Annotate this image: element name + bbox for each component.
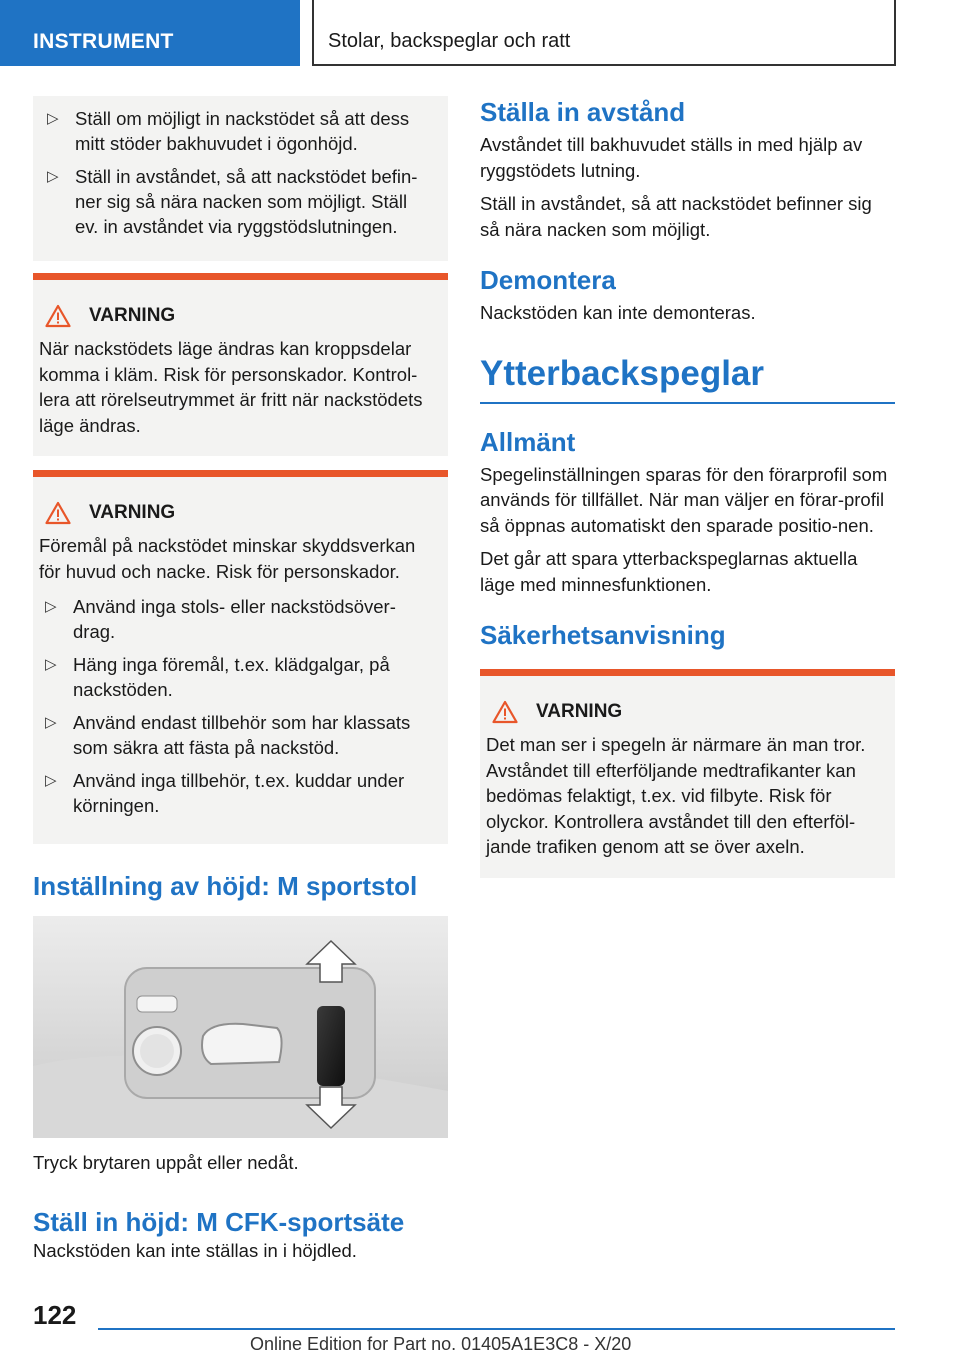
heading-avstand: Ställa in avstånd [480,97,686,127]
demontera-text: Nackstöden kan inte demonteras. [480,302,756,323]
warning-triangle-icon [45,304,71,328]
warning-box-pinch [33,273,448,456]
footer-edition: Online Edition for Part no. 01405A1E3C8 - X/20 [250,1334,632,1354]
list-item-text: Ställ om möjligt in nackstödet så att dess mitt stöder bakhuvudet i ögonhöjd. [75,108,410,154]
bullet-triangle-icon: ▷ [47,110,59,127]
warning-triangle-icon [45,501,71,525]
list-item [39,710,438,760]
list-item-text: Använd endast tillbehör som har klassats som säkra att fästa på nackstöd. [73,712,411,758]
page-header [0,0,960,66]
list-item [41,164,434,239]
intro-bullet-list [41,106,434,239]
list-item-text: Häng inga föremål, t.ex. klädgalgar, på nackstöden. [73,654,390,700]
bullet-triangle-icon: ▷ [45,598,57,615]
heading-demontera: Demontera [480,265,616,295]
heading-cfk: Ställ in höjd: M CFK-sportsäte [33,1206,405,1237]
warning-triangle-icon [492,700,518,724]
warning-text: När nackstödets läge ändras kan kroppsdelar komma i kläm. Risk för personskador. Kontrol-lera att rörelseutrymmet är fritt när nackstödets läge ändras. [39,338,423,436]
cfk-text: Nackstöden kan inte ställas in i höjdled. [33,1239,357,1261]
warning-box-objects [33,470,448,844]
avstand-paragraph-2: Ställ in avståndet, så att nackstödet befinner sig så nära nacken som möjligt. [480,193,872,240]
section-tab: INSTRUMENT [0,0,300,66]
warning-heading [492,700,885,724]
warning-text: Det man ser i spegeln är närmare än man tror. Avståndet till efterföljande medtrafikanter kan bedömas felaktigt, t.ex. vid filbyte. Risk för olyckor. Kontrollera avståndet till den efterföl-jande trafiken genom att se över axeln. [486,734,866,857]
left-column [33,96,448,1263]
list-item [41,106,434,156]
bullet-triangle-icon: ▷ [45,714,57,731]
list-item-text: Använd inga tillbehör, t.ex. kuddar under körningen. [73,770,405,816]
warning-heading [45,501,438,525]
heading-sportstol: Inställning av höjd: M sportstol [33,871,418,901]
right-column [480,96,895,878]
heading-ytterbackspeglar: Ytterbackspeglar [480,352,895,404]
allmant-paragraph-2: Det går att spara ytterbackspeglarnas aktuella läge med minnesfunktionen. [480,548,858,595]
list-item-text: Använd inga stols- eller nackstödsöver-drag. [73,596,396,642]
warning-label: VARNING [89,502,176,523]
bullet-triangle-icon: ▷ [45,772,57,789]
photo-caption: Tryck brytaren uppåt eller nedåt. [33,1152,299,1173]
list-item [39,594,438,644]
intro-bullet-box [33,96,448,261]
warning-label: VARNING [89,305,176,326]
warning-text: Föremål på nackstödet minskar skyddsverkan för huvud och nacke. Risk för personskador. [39,535,416,582]
warning-bullet-list [39,594,438,818]
heading-allmant: Allmänt [480,426,576,457]
seat-switch-photo [33,916,448,1138]
warning-heading [45,304,438,328]
list-item [39,652,438,702]
page-number: 122 [33,1300,77,1330]
warning-label: VARNING [536,701,623,722]
chapter-title: Stolar, backspeglar och ratt [312,0,896,66]
bullet-triangle-icon: ▷ [45,656,57,673]
avstand-paragraph-1: Avståndet till bakhuvudet ställs in med hjälp av ryggstödets lutning. [480,134,863,181]
heading-sakerhetsanvisning: Säkerhetsanvisning [480,620,726,650]
seat-switch-illustration [33,916,448,1138]
list-item [39,768,438,818]
list-item-text: Ställ in avståndet, så att nackstödet befin-ner sig så nära nacken som möjligt. Ställ ev. in avståndet via ryggstödslutningen. [75,166,418,237]
warning-box-mirror [480,669,895,878]
bullet-triangle-icon: ▷ [47,168,59,185]
footer-divider [98,1328,895,1330]
allmant-paragraph-1: Spegelinställningen sparas för den förarprofil som används för tillfället. När man väljer en förar-profil så öppnas automatiskt den sparade positio-nen. [480,463,888,536]
